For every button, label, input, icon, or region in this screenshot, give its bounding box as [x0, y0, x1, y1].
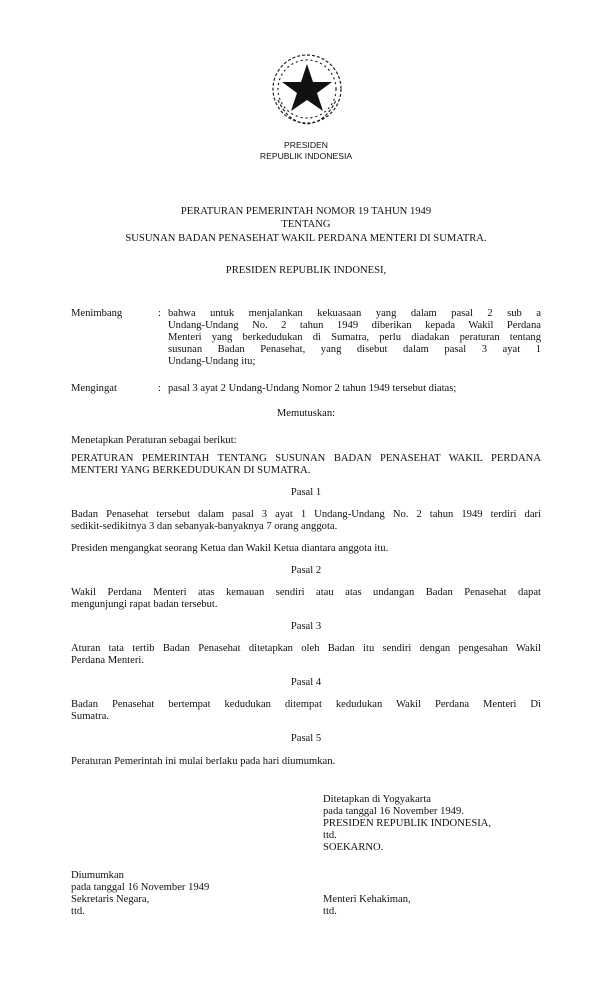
- letterhead-presiden: PRESIDEN: [284, 140, 328, 150]
- presidential-seal-emblem: [268, 50, 346, 130]
- paragraph-line: Badan Penasehat bertempat kedudukan ditempat kedudukan Wakil Perdana Menteri Di: [71, 699, 541, 710]
- signature-line: ttd.: [323, 906, 337, 917]
- regulation-title-line: MENTERI YANG BERKEDUDUKAN DI SUMATRA.: [71, 465, 311, 476]
- announcement-line: ttd.: [71, 906, 85, 917]
- pasal-2-paragraph: [71, 587, 541, 611]
- menimbang-colon: :: [158, 308, 161, 319]
- mengingat-label: Mengingat: [71, 383, 117, 394]
- pasal-3-heading: Pasal 3: [290, 621, 322, 632]
- pasal-1-paragraph-1: [71, 509, 541, 533]
- mengingat-text: pasal 3 ayat 2 Undang-Undang Nomor 2 tahun 1949 tersebut diatas;: [168, 383, 457, 394]
- signature-line: Ditetapkan di Yogyakarta: [323, 794, 431, 805]
- announcement-line: pada tanggal 16 November 1949: [71, 882, 210, 893]
- signature-line: PRESIDEN REPUBLIK INDONESIA,: [323, 818, 492, 829]
- minister-signature-block: [323, 894, 411, 918]
- menimbang-line: susunan Badan Penasehat, yang disebut dalam pasal 3 ayat 1: [168, 344, 541, 355]
- paragraph-line: Aturan tata tertib Badan Penasehat ditetapkan oleh Badan itu sendiri dengan pengesahan Wakil: [71, 643, 541, 654]
- pasal-3-paragraph: [71, 643, 541, 667]
- pasal-4-paragraph: [71, 699, 541, 723]
- issuer: PRESIDEN REPUBLIK INDONESI,: [225, 265, 387, 276]
- menetapkan: Menetapkan Peraturan sebagai berikut:: [71, 435, 237, 446]
- pasal-5-paragraph: Peraturan Pemerintah ini mulai berlaku pada hari diumumkan.: [71, 756, 336, 767]
- announcement-block: [71, 870, 209, 918]
- president-signature-block: [323, 794, 491, 854]
- regulation-title: [71, 453, 541, 477]
- menimbang-text: [168, 308, 541, 368]
- paragraph-line: Wakil Perdana Menteri atas kemauan sendiri atau atas undangan Badan Penasehat dapat: [71, 587, 541, 598]
- menimbang-label: Menimbang: [71, 308, 123, 319]
- signature-line: pada tanggal 16 November 1949.: [323, 806, 464, 817]
- pasal-5-heading: Pasal 5: [290, 733, 322, 744]
- title-line-1: PERATURAN PEMERINTAH NOMOR 19 TAHUN 1949: [180, 206, 432, 217]
- paragraph-line: Badan Penasehat tersebut dalam pasal 3 ayat 1 Undang-Undang No. 2 tahun 1949 terdiri dari: [71, 509, 541, 520]
- letterhead-republik: REPUBLIK INDONESIA: [259, 151, 353, 161]
- pasal-1-paragraph-2: Presiden mengangkat seorang Ketua dan Wakil Ketua diantara anggota itu.: [71, 543, 389, 554]
- signature-line: SOEKARNO.: [323, 842, 384, 853]
- title-line-2: TENTANG: [281, 219, 331, 230]
- menimbang-line: bahwa untuk menjalankan kekuasaan yang dalam pasal 2 sub a: [168, 308, 541, 319]
- mengingat-colon: :: [158, 383, 161, 394]
- menimbang-line: Undang-Undang itu;: [168, 356, 256, 367]
- paragraph-line: mengunjungi rapat badan tersebut.: [71, 599, 218, 610]
- pasal-1-heading: Pasal 1: [290, 487, 322, 498]
- menimbang-line: Undang-Undang No. 2 tahun 1949 diberikan kepada Wakil Perdana: [168, 320, 541, 331]
- announcement-line: Sekretaris Negara,: [71, 894, 150, 905]
- signature-line: Menteri Kehakiman,: [323, 894, 411, 905]
- regulation-title-line: PERATURAN PEMERINTAH TENTANG SUSUNAN BADAN PENASEHAT WAKIL PERDANA: [71, 453, 541, 464]
- signature-line: ttd.: [323, 830, 337, 841]
- title-line-3: SUSUNAN BADAN PENASEHAT WAKIL PERDANA MENTERI DI SUMATRA.: [125, 233, 487, 244]
- paragraph-line: Sumatra.: [71, 711, 109, 722]
- pasal-4-heading: Pasal 4: [290, 677, 322, 688]
- menimbang-line: Menteri yang berkedudukan di Sumatra, perlu diadakan peraturan tentang: [168, 332, 541, 343]
- memutuskan: Memutuskan:: [276, 408, 336, 419]
- paragraph-line: sedikit-sedikitnya 3 dan sebanyak-banyaknya 7 orang anggota.: [71, 521, 338, 532]
- pasal-2-heading: Pasal 2: [290, 565, 322, 576]
- announcement-line: Diumumkan: [71, 870, 124, 881]
- paragraph-line: Perdana Menteri.: [71, 655, 144, 666]
